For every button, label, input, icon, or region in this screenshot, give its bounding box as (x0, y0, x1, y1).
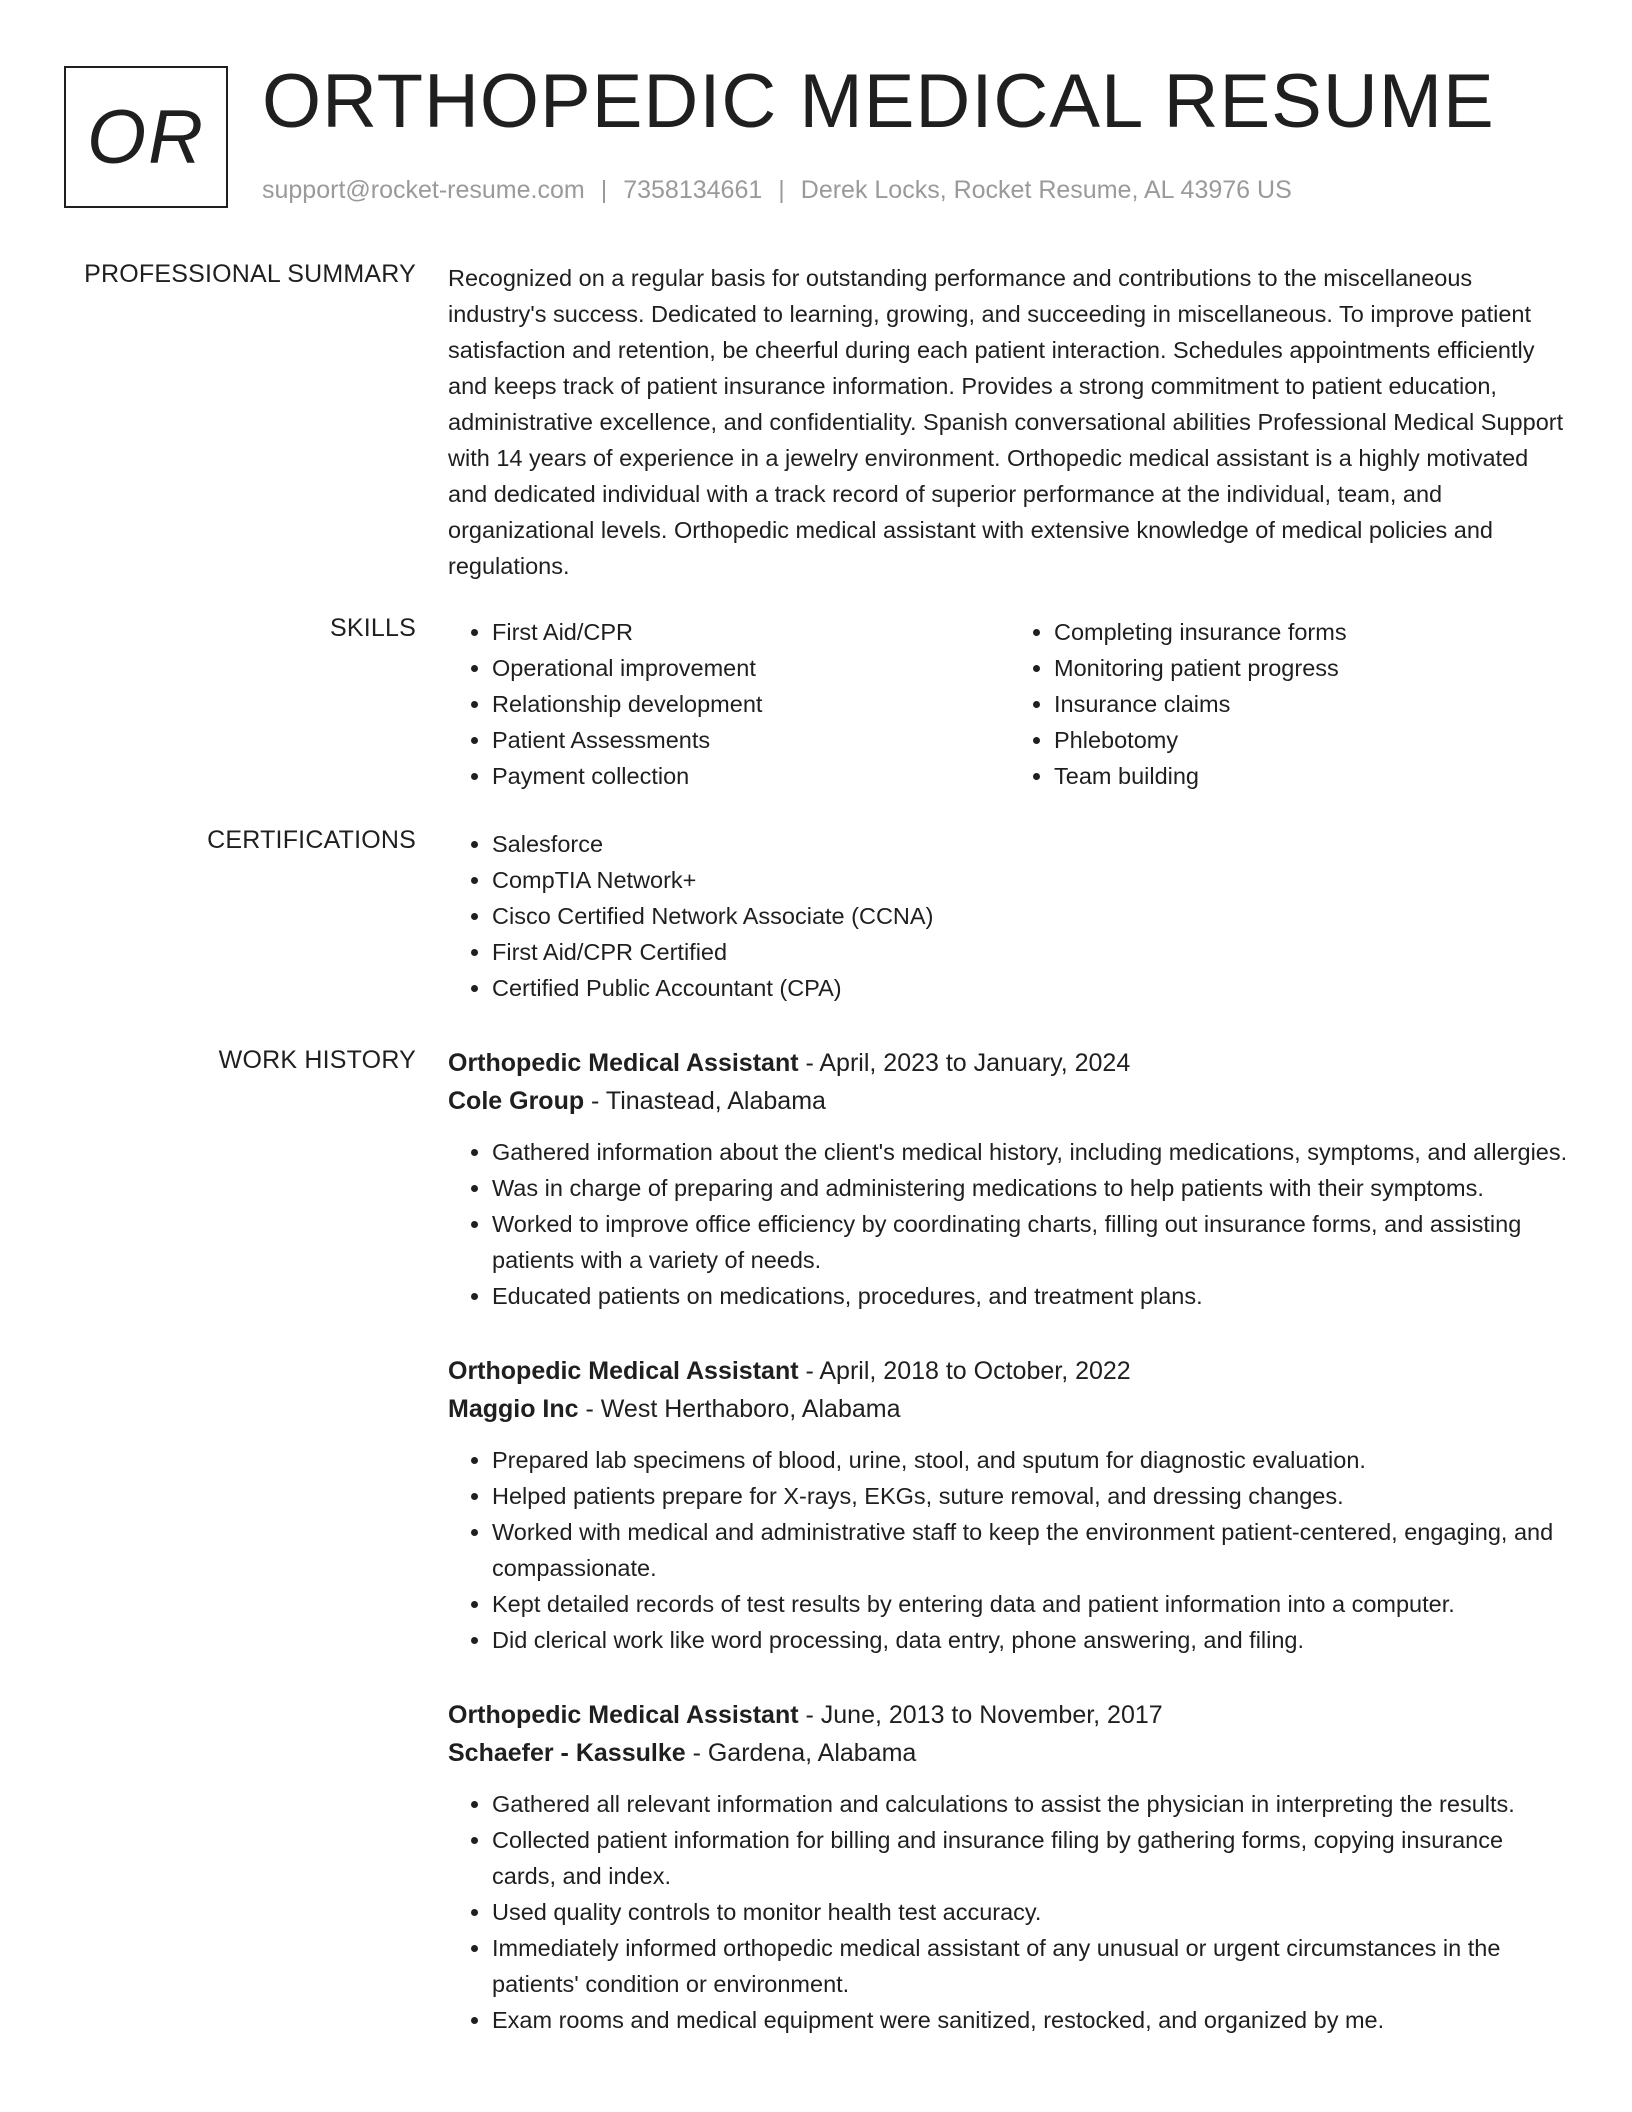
list-item: • Operational improvement (492, 650, 1010, 686)
jobs-container (448, 1044, 1572, 2076)
job-entry (448, 1696, 1572, 2038)
contact-address: Derek Locks, Rocket Resume, AL 43976 US (800, 176, 1292, 204)
section-title-certifications: CERTIFICATIONS (207, 826, 416, 854)
list-item: • Certified Public Accountant (CPA) (492, 970, 1572, 1006)
contact-separator: | (778, 176, 785, 204)
job-entry (448, 1352, 1572, 1658)
job-company-line (448, 1082, 1572, 1120)
list-item: • Insurance claims (1054, 686, 1572, 722)
list-item: • Collected patient information for billing and insurance filing by gathering forms, copying insurance cards, and index. (492, 1822, 1572, 1894)
list-item: • Salesforce (492, 826, 1572, 862)
job-company-line (448, 1390, 1572, 1428)
list-item: • Relationship development (492, 686, 1010, 722)
section-title-summary: PROFESSIONAL SUMMARY (84, 260, 416, 288)
list-item: • Worked with medical and administrative staff to keep the environment patient-centered, engaging, and compassionate. (492, 1514, 1572, 1586)
job-dates: - June, 2013 to November, 2017 (798, 1701, 1163, 1729)
job-location: - Tinastead, Alabama (584, 1087, 826, 1115)
resume-title: ORTHOPEDIC MEDICAL RESUME (262, 59, 1495, 144)
job-role: Orthopedic Medical Assistant (448, 1701, 799, 1729)
contact-line (262, 176, 1292, 205)
job-role-line (448, 1352, 1572, 1390)
job-role: Orthopedic Medical Assistant (448, 1357, 799, 1385)
list-item: • Used quality controls to monitor health test accuracy. (492, 1894, 1572, 1930)
job-role-line (448, 1696, 1572, 1734)
list-item: • Payment collection (492, 758, 1010, 794)
list-item: • Team building (1054, 758, 1572, 794)
list-item: • Helped patients prepare for X-rays, EKGs, suture removal, and dressing changes. (492, 1478, 1572, 1514)
monogram-badge: OR (64, 66, 228, 208)
job-duties-list (448, 1442, 1572, 1658)
list-item: • Educated patients on medications, procedures, and treatment plans. (492, 1278, 1572, 1314)
list-item: • Gathered all relevant information and calculations to assist the physician in interpreting the results. (492, 1786, 1572, 1822)
list-item: • Patient Assessments (492, 722, 1010, 758)
job-dates: - April, 2023 to January, 2024 (798, 1049, 1131, 1077)
list-item: • Immediately informed orthopedic medical assistant of any unusual or urgent circumstances in the patients' condition or environment. (492, 1930, 1572, 2002)
skills-list-right (1010, 614, 1572, 794)
list-item: • Monitoring patient progress (1054, 650, 1572, 686)
job-entry (448, 1044, 1572, 1314)
contact-phone[interactable]: 7358134661 (623, 176, 763, 204)
job-duties-list (448, 1786, 1572, 2038)
job-role-line (448, 1044, 1572, 1082)
list-item: • First Aid/CPR Certified (492, 934, 1572, 970)
skills-list-left (448, 614, 1010, 794)
list-item: • Phlebotomy (1054, 722, 1572, 758)
list-item: • Cisco Certified Network Associate (CCNA) (492, 898, 1572, 934)
job-dates: - April, 2018 to October, 2022 (798, 1357, 1131, 1385)
job-location: - Gardena, Alabama (685, 1739, 917, 1767)
job-company-line (448, 1734, 1572, 1772)
job-role: Orthopedic Medical Assistant (448, 1049, 799, 1077)
section-title-work-history: WORK HISTORY (218, 1046, 416, 1074)
job-duties-list (448, 1134, 1572, 1314)
list-item: • CompTIA Network+ (492, 862, 1572, 898)
list-item: • Was in charge of preparing and administering medications to help patients with their symptoms. (492, 1170, 1572, 1206)
list-item: • Prepared lab specimens of blood, urine, stool, and sputum for diagnostic evaluation. (492, 1442, 1572, 1478)
list-item: • Completing insurance forms (1054, 614, 1572, 650)
job-company: Cole Group (448, 1087, 585, 1115)
list-item: • Did clerical work like word processing, data entry, phone answering, and filing. (492, 1622, 1572, 1658)
summary-text: Recognized on a regular basis for outstanding performance and contributions to the miscellaneous industry's success. Dedicated to learning, growing, and succeeding in miscellaneous. To improve patient satisfaction and retention, be cheerful during each patient interaction. Schedules appointments efficiently and keeps track of patient insurance information. Provides a strong commitment to patient education, administrative excellence, and confidentiality. Spanish conversational abilities Professional Medical Support with 14 years of experience in a jewelry environment. Orthopedic medical assistant is a highly motivated and dedicated individual with a track record of superior performance at the individual, team, and organizational levels. Orthopedic medical assistant with extensive knowledge of medical policies and regulations. (448, 265, 1564, 579)
list-item: • Worked to improve office efficiency by coordinating charts, filling out insurance forms, and assisting patients with a variety of needs. (492, 1206, 1572, 1278)
contact-separator: | (600, 176, 608, 204)
job-location: - West Herthaboro, Alabama (578, 1395, 901, 1423)
section-title-skills: SKILLS (330, 614, 416, 642)
job-company: Schaefer - Kassulke (448, 1739, 686, 1767)
job-company: Maggio Inc (448, 1395, 579, 1423)
list-item: • Gathered information about the client's medical history, including medications, symptoms, and allergies. (492, 1134, 1572, 1170)
contact-email[interactable]: support@rocket-resume.com (262, 176, 585, 204)
list-item: • Kept detailed records of test results by entering data and patient information into a computer. (492, 1586, 1572, 1622)
list-item: • Exam rooms and medical equipment were sanitized, restocked, and organized by me. (492, 2002, 1572, 2038)
certifications-list (448, 826, 1572, 1006)
list-item: • First Aid/CPR (492, 614, 1010, 650)
